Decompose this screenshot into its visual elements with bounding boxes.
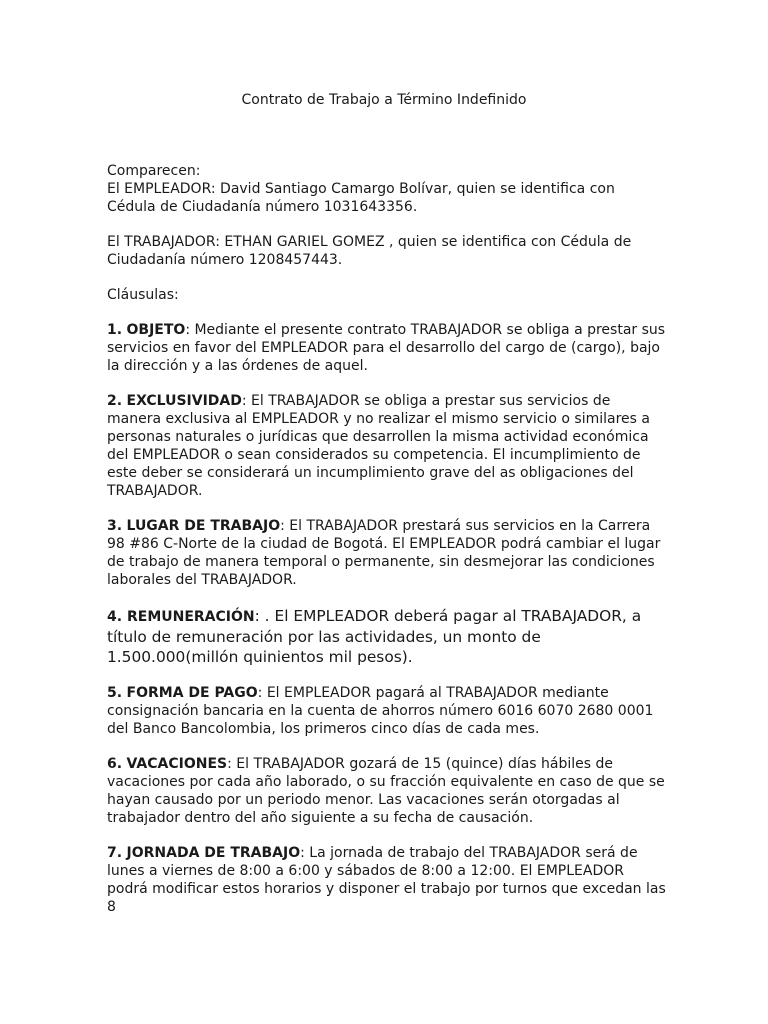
trabajador-paragraph: El TRABAJADOR: ETHAN GARIEL GOMEZ , quien se identifica con Cédula de Ciudadanía número 1208457443. — [107, 234, 632, 268]
clause-number: 6. — [107, 756, 123, 772]
paragraph-gap — [107, 500, 667, 517]
document-body — [107, 162, 667, 916]
clause-heading: JORNADA DE TRABAJO — [126, 845, 301, 861]
document-title: Contrato de Trabajo a Término Indefinido — [241, 92, 527, 108]
comparecen-label: Comparecen: — [107, 163, 201, 179]
clause-forma-de-pago — [107, 684, 667, 738]
clause-heading: VACACIONES — [126, 756, 228, 772]
paragraph-gap — [107, 269, 667, 286]
clause-lugar-de-trabajo — [107, 517, 667, 589]
clause-text: : . El EMPLEADOR deberá pagar al TRABAJADOR, a título de remuneración por las actividades, un monto de 1.500.000(millón quinientos mil pesos). — [107, 607, 642, 666]
clause-jornada-de-trabajo — [107, 844, 667, 916]
clause-text: : El TRABAJADOR gozará de 15 (quince) días hábiles de vacaciones por cada año laborado, o su fracción equivalente en caso de que se hayan causado por un periodo menor. Las vacaciones serán otorgadas al trabajador dentro del año siguiente a su fecha de causación. — [107, 756, 665, 826]
clause-objeto — [107, 321, 667, 375]
paragraph-gap — [107, 304, 667, 321]
clause-text: : Mediante el presente contrato TRABAJADOR se obliga a prestar sus servicios en favor del EMPLEADOR para el desarrollo del cargo de (cargo), bajo la dirección y a las órdenes de aquel. — [107, 322, 666, 374]
clause-number: 1. — [107, 322, 123, 338]
paragraph-gap — [107, 375, 667, 392]
clause-number: 4. — [107, 609, 123, 625]
paragraph-gap — [107, 667, 667, 684]
paragraph-gap — [107, 589, 667, 606]
clausulas-label: Cláusulas: — [107, 287, 179, 303]
clause-number: 3. — [107, 518, 123, 534]
clause-text: : El TRABAJADOR prestará sus servicios en la Carrera 98 #86 C-Norte de la ciudad de Bogotá. El EMPLEADOR podrá cambiar el lugar de trabajo de manera temporal o permanente, sin desmejorar las condiciones laborales del TRABAJADOR. — [107, 518, 661, 588]
clause-remuneracion — [107, 606, 667, 667]
empleador-paragraph: El EMPLEADOR: David Santiago Camargo Bolívar, quien se identifica con Cédula de Ciudadanía número 1031643356. — [107, 181, 615, 215]
clause-text: : El EMPLEADOR pagará al TRABAJADOR mediante consignación bancaria en la cuenta de ahorros número 6016 6070 2680 0001 del Banco Bancolombia, los primeros cinco días de cada mes. — [107, 685, 654, 737]
clause-heading: LUGAR DE TRABAJO — [126, 518, 281, 534]
clause-exclusividad — [107, 392, 667, 500]
paragraph-gap — [107, 827, 667, 844]
clause-number: 7. — [107, 845, 123, 861]
clause-number: 2. — [107, 393, 123, 409]
clause-text: : El TRABAJADOR se obliga a prestar sus servicios de manera exclusiva al EMPLEADOR y no realizar el mismo servicio o similares a personas naturales o jurídicas que desarrollen la misma actividad económica del EMPLEADOR o sean considerados su competencia. El incumplimiento de este deber se considerará un incumplimiento grave del as obligaciones del TRABAJADOR. — [107, 393, 650, 499]
clause-heading: EXCLUSIVIDAD — [126, 393, 242, 409]
clause-number: 5. — [107, 685, 123, 701]
clause-vacaciones — [107, 755, 667, 827]
paragraph-gap — [107, 216, 667, 233]
clause-text: : La jornada de trabajo del TRABAJADOR será de lunes a viernes de 8:00 a 6:00 y sábados de 8:00 a 12:00. El EMPLEADOR podrá modificar estos horarios y disponer el trabajo por turnos que excedan las 8 — [107, 845, 666, 915]
clause-heading: OBJETO — [126, 322, 186, 338]
paragraph-gap — [107, 738, 667, 755]
clause-heading: FORMA DE PAGO — [126, 685, 258, 701]
clause-heading: REMUNERACIÓN — [126, 609, 255, 625]
